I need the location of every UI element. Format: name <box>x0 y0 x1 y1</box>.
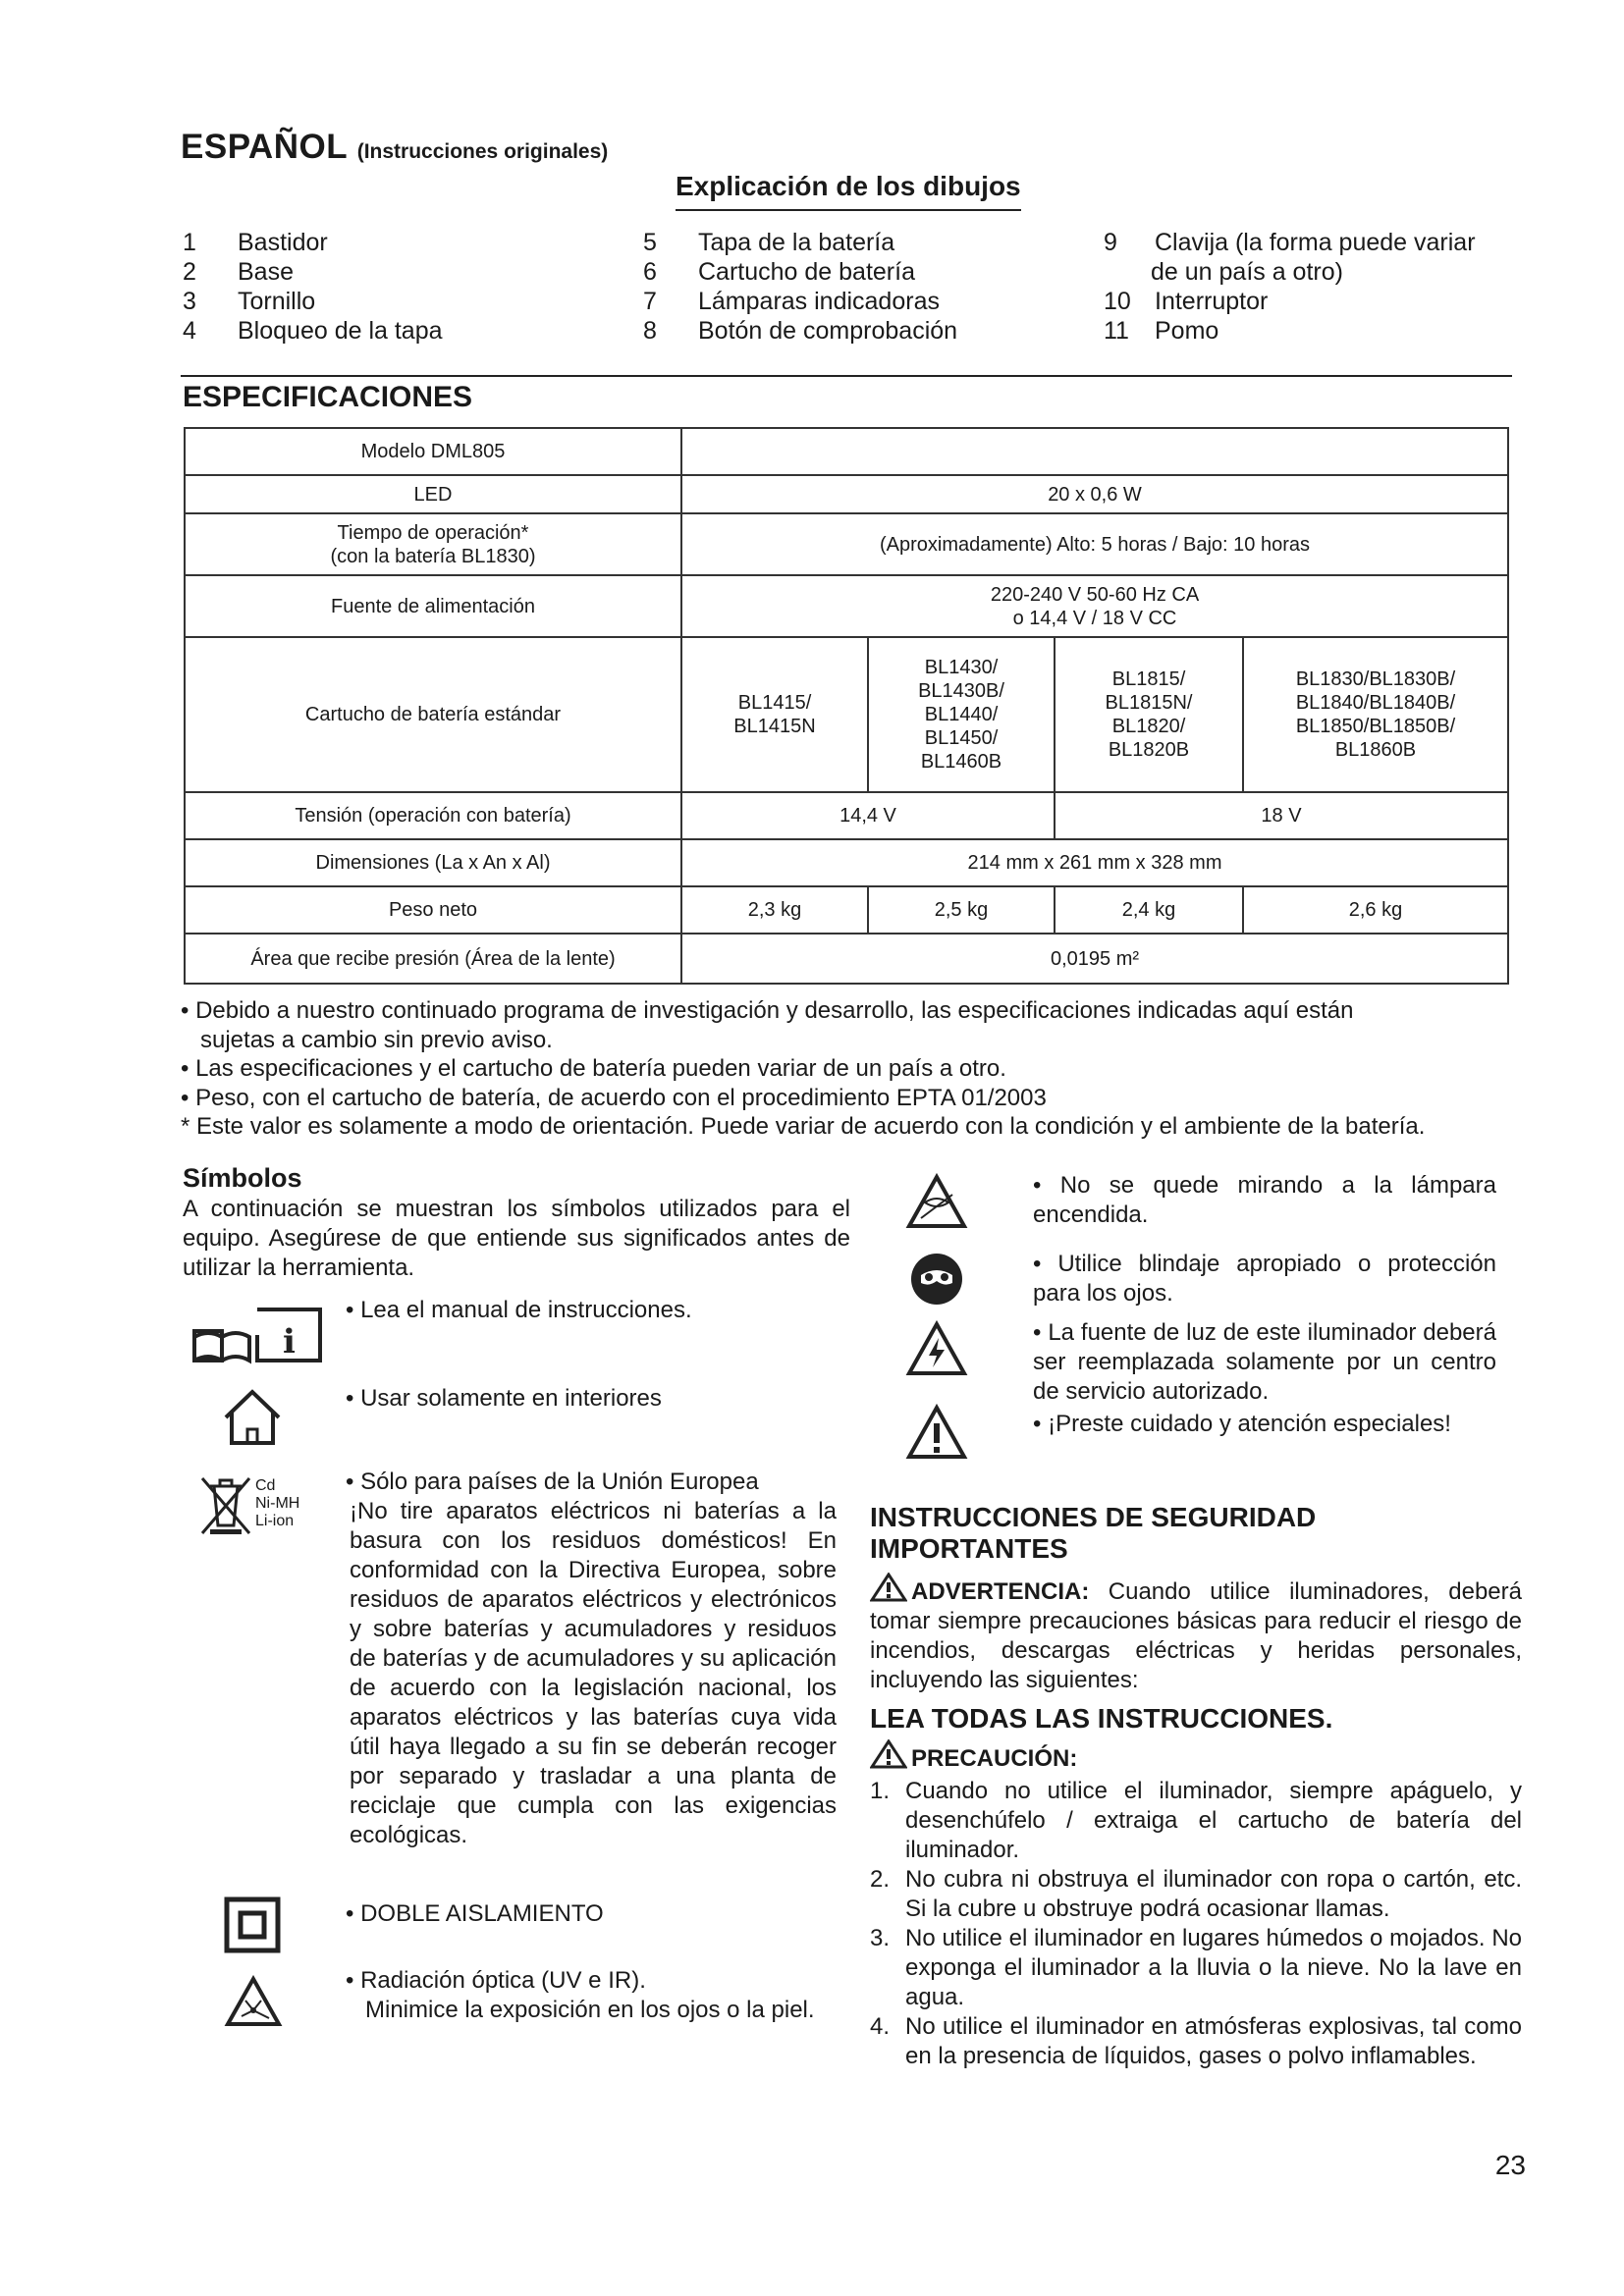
caution-icon <box>905 1404 968 1461</box>
warning-paragraph <box>870 1573 1522 1695</box>
table-cell: 20 x 0,6 W <box>680 474 1509 514</box>
read-manual-icon <box>189 1304 326 1366</box>
warning-icon <box>870 1573 907 1602</box>
parts-column-2 <box>643 228 957 346</box>
table-cell: Modelo DML805 <box>184 427 682 476</box>
table-cell: LED <box>184 474 682 514</box>
symbol-radiation-text-1: • Radiación óptica (UV e IR). <box>346 1967 646 1994</box>
optical-radiation-icon <box>224 1975 283 2028</box>
table-cell: Dimensiones (La x An x Al) <box>184 838 682 887</box>
table-cell: 18 V <box>1054 791 1509 840</box>
list-item: 9 Clavija (la forma puede variar <box>1104 229 1476 256</box>
symbol-no-stare-text: • No se quede mirando a la lámpara encendida. <box>1033 1172 1496 1228</box>
list-item: 3. No utilice el iluminador en lugares húmedos o mojados. No exponga el iluminador a la lluvia o la nieve. No la lave en agua. <box>870 1925 1522 2010</box>
table-cell: 220-240 V 50-60 Hz CA o 14,4 V / 18 V CC <box>680 574 1509 638</box>
table-cell: 214 mm x 261 mm x 328 mm <box>680 838 1509 887</box>
table-cell: Cartucho de batería estándar <box>184 636 682 793</box>
note-line: • Las especificaciones y el cartucho de batería pueden variar de un país a otro. <box>181 1055 1006 1082</box>
note-line: • Peso, con el cartucho de batería, de acuerdo con el procedimiento EPTA 01/2003 <box>181 1084 1047 1111</box>
language-heading <box>181 128 608 167</box>
list-item: 4 Bloqueo de la tapa <box>183 317 443 345</box>
list-item: 4. No utilice el iluminador en atmósferas explosivas, tal como en la presencia de líquidos, gases o polvo inflamables. <box>870 2013 1522 2069</box>
battery-group-4: BL1830/BL1830B/ BL1840/BL1840B/ BL1850/BL1850B/ BL1860B <box>1242 636 1509 793</box>
list-item: 7 Lámparas indicadoras <box>643 288 940 315</box>
list-item: 1 Bastidor <box>183 229 328 256</box>
drawings-title: Explicación de los dibujos <box>676 171 1021 211</box>
section-divider <box>181 375 1512 377</box>
list-item: 6 Cartucho de batería <box>643 258 915 286</box>
parts-column-1 <box>183 228 443 346</box>
precaution-list <box>870 1777 1522 2071</box>
note-line: • Debido a nuestro continuado programa de investigación y desarrollo, las especificaciones indicadas aquí están <box>181 997 1354 1024</box>
symbol-manual-text: • Lea el manual de instrucciones. <box>346 1297 692 1323</box>
svg-text:i: i <box>283 1322 296 1362</box>
electrical-hazard-icon <box>905 1320 968 1377</box>
table-cell: 14,4 V <box>680 791 1056 840</box>
table-cell: Peso neto <box>184 885 682 934</box>
list-item: 2 Base <box>183 258 294 286</box>
page-number: 23 <box>1494 2150 1526 2180</box>
table-cell: 0,0195 m² <box>680 933 1509 985</box>
double-insulation-icon <box>224 1896 281 1953</box>
list-item: 11 Pomo <box>1104 317 1219 345</box>
table-cell: (Aproximadamente) Alto: 5 horas / Bajo: 10 horas <box>680 512 1509 576</box>
symbol-indoor-text: • Usar solamente en interiores <box>346 1385 662 1412</box>
battery-group-1: BL1415/ BL1415N <box>733 692 816 737</box>
weee-labels: Cd Ni-MH Li-ion <box>255 1477 300 1529</box>
symbol-caution-text: • ¡Preste cuidado y atención especiales! <box>1033 1411 1451 1437</box>
note-line: * Este valor es solamente a modo de orientación. Puede variar de acuerdo con la condición y el ambiente de la batería. <box>181 1113 1426 1140</box>
eye-protection-icon <box>909 1252 964 1307</box>
table-cell: 2,3 kg <box>680 885 869 934</box>
language-note: (Instrucciones originales) <box>356 140 609 163</box>
table-cell: Área que recibe presión (Área de la lente) <box>184 933 682 985</box>
symbol-eu-body: ¡No tire aparatos eléctricos ni baterías a la basura con los residuos domésticos! En conformidad con la Directiva Europea, sobre residuos de aparatos eléctricos y electrónicos y sobre baterías y acumuladores y residuos de baterías y de acumuladores y su aplicación de acuerdo con la legislación nacional, los aparatos eléctricos y las baterías cuya vida útil haya llegado a su fin se deberán recoger por separado y trasladar a una planta de reciclaje que cumpla con las exigencias ecológicas. <box>350 1498 837 1848</box>
precaution-label: PRECAUCIÓN: <box>911 1745 1078 1772</box>
symbol-eye-protection-text: • Utilice blindaje apropiado o protección para los ojos. <box>1033 1251 1496 1307</box>
list-item: 5 Tapa de la batería <box>643 229 895 256</box>
safety-title-2: IMPORTANTES <box>870 1533 1068 1564</box>
spec-notes <box>181 996 1536 1142</box>
symbols-intro: A continuación se muestran los símbolos utilizados para el equipo. Asegúrese de que entiende sus significados antes de utilizar la herramienta. <box>183 1196 850 1281</box>
list-item: 1. Cuando no utilice el iluminador, siempre apáguelo, y desenchúfelo / extraiga el cartucho de batería del iluminador. <box>870 1778 1522 1863</box>
symbols-title: Símbolos <box>183 1163 302 1193</box>
safety-title-1: INSTRUCCIONES DE SEGURIDAD <box>870 1502 1317 1532</box>
specs-title: ESPECIFICACIONES <box>183 381 473 413</box>
read-all-instructions: LEA TODAS LAS INSTRUCCIONES. <box>870 1703 1333 1734</box>
language-title: ESPAÑOL <box>181 128 348 166</box>
table-cell: 2,5 kg <box>867 885 1056 934</box>
warning-text: Cuando utilice iluminadores, deberá tomar siempre precauciones básicas para reducir el riesgo de incendios, descargas eléctricas y heridas personales, incluyendo las siguientes: <box>870 1578 1522 1693</box>
list-item: 8 Botón de comprobación <box>643 317 958 345</box>
specs-table <box>184 427 1509 985</box>
list-item-continuation: de un país a otro) <box>1151 258 1343 286</box>
list-item: 3 Tornillo <box>183 288 316 315</box>
indoor-use-icon <box>218 1384 287 1449</box>
note-line: sujetas a cambio sin previo aviso. <box>200 1026 553 1053</box>
symbol-eu-title: • Sólo para países de la Unión Europea <box>346 1468 759 1495</box>
list-item: 2. No cubra ni obstruya el iluminador con ropa o cartón, etc. Si la cubre u obstruye podrá ocasionar llamas. <box>870 1866 1522 1922</box>
list-item: 10 Interruptor <box>1104 288 1269 315</box>
do-not-stare-icon <box>905 1173 968 1230</box>
battery-group-2: BL1430/ BL1430B/ BL1440/ BL1450/ BL1460B <box>867 636 1056 793</box>
table-cell: Tensión (operación con batería) <box>184 791 682 840</box>
symbol-double-insulation-text: • DOBLE AISLAMIENTO <box>346 1900 604 1927</box>
parts-column-3 <box>1104 228 1476 346</box>
warning-icon <box>870 1739 907 1769</box>
table-cell: Tiempo de operación* (con la batería BL1830) <box>184 512 682 576</box>
warning-label: ADVERTENCIA: <box>911 1578 1090 1605</box>
precaution-heading <box>870 1739 1077 1774</box>
symbol-radiation-text-2: Minimice la exposición en los ojos o la piel. <box>365 1997 815 2023</box>
table-cell: Fuente de alimentación <box>184 574 682 638</box>
table-cell <box>680 427 1509 476</box>
weee-crossed-bin-icon <box>196 1472 255 1541</box>
table-cell: 2,6 kg <box>1242 885 1509 934</box>
symbol-light-source-text: • La fuente de luz de este iluminador deberá ser reemplazada solamente por un centro de servicio autorizado. <box>1033 1319 1496 1405</box>
table-cell: 2,4 kg <box>1054 885 1244 934</box>
battery-group-3: BL1815/ BL1815N/ BL1820/ BL1820B <box>1054 636 1244 793</box>
